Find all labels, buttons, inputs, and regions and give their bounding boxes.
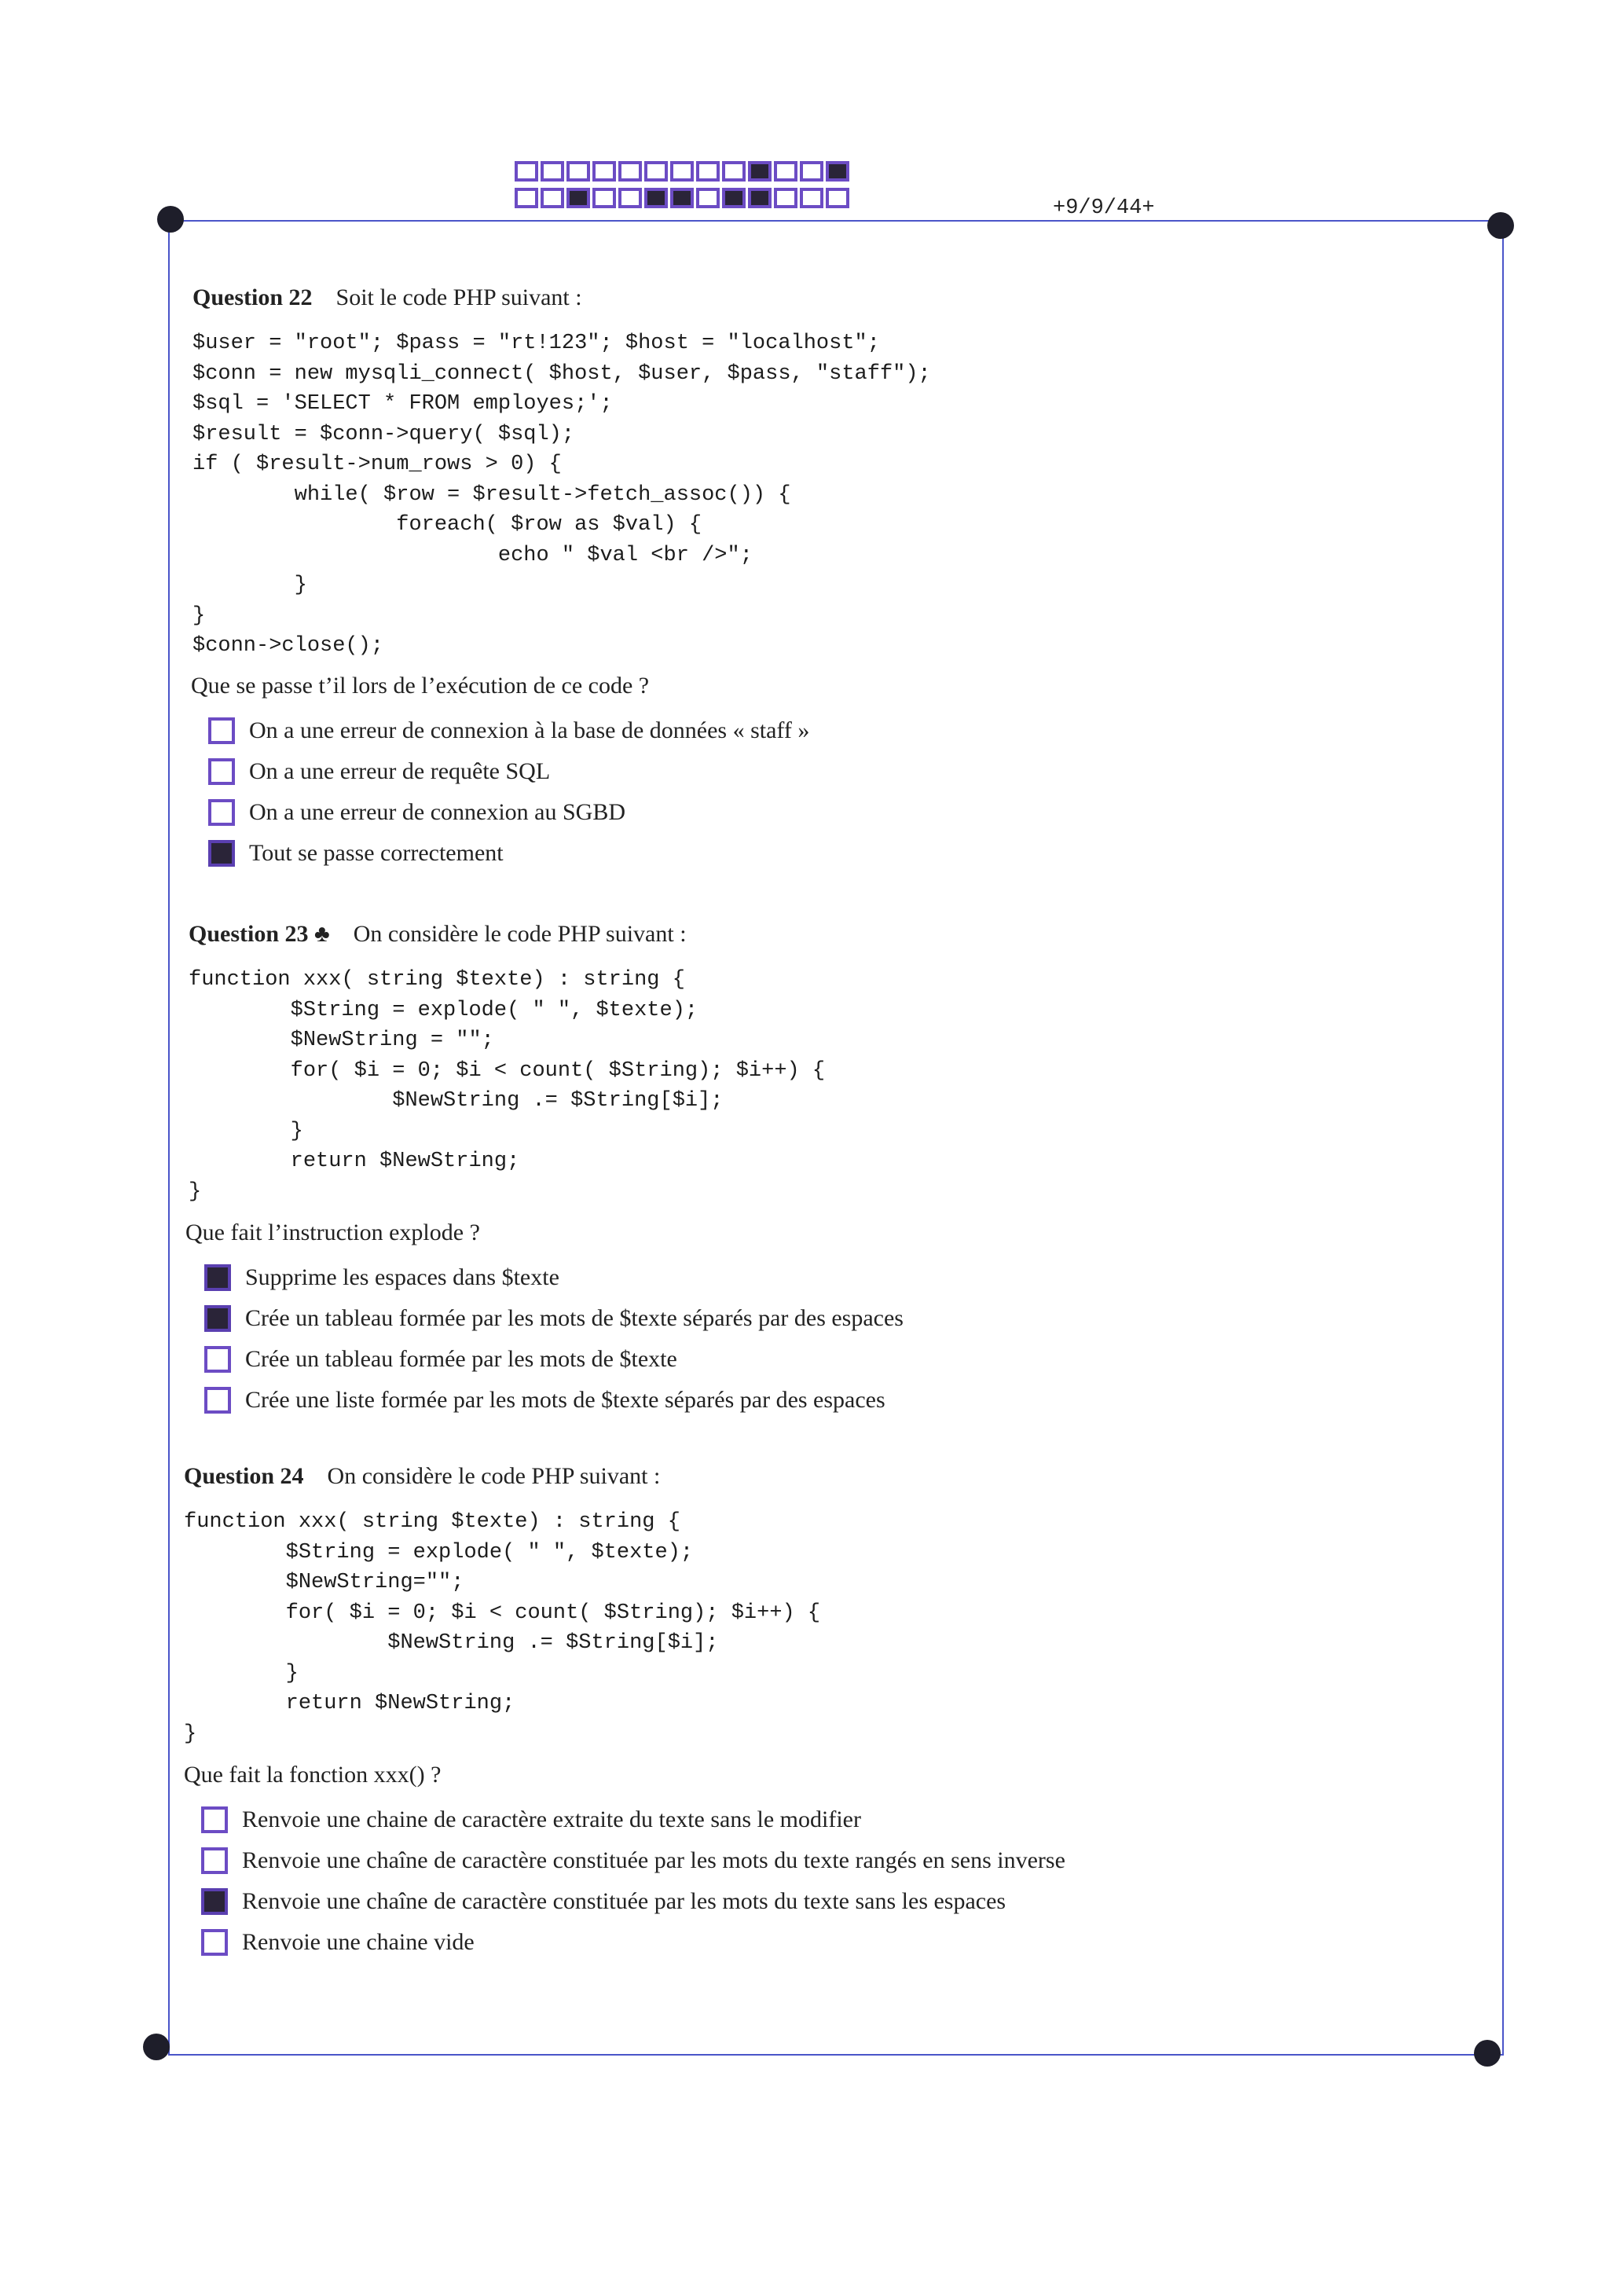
barcode-cell — [541, 188, 564, 208]
barcode-cell — [696, 188, 720, 208]
barcode-cell — [515, 161, 538, 182]
answer-option-label: Renvoie une chaîne de caractère constituée par les mots du texte rangés en sens inverse — [242, 1847, 1065, 1873]
barcode-cell — [826, 188, 849, 208]
answer-option-label: Renvoie une chaine de caractère extraite du texte sans le modifier — [242, 1806, 861, 1832]
question-22 — [192, 284, 1450, 869]
barcode-cell — [541, 161, 564, 182]
barcode-cell — [722, 161, 746, 182]
question-intro: On considère le code PHP suivant : — [327, 1463, 661, 1489]
checked-checkbox[interactable] — [201, 1888, 228, 1915]
checkbox[interactable] — [208, 799, 235, 826]
corner-marker-top-left — [157, 206, 184, 233]
barcode-cell — [774, 161, 797, 182]
answer-option-label: Crée un tableau formée par les mots de $texte séparés par des espaces — [245, 1305, 904, 1331]
barcode-cell — [722, 188, 746, 208]
question-prompt: Que fait l’instruction explode ? — [185, 1220, 480, 1245]
checkbox[interactable] — [201, 1929, 228, 1956]
barcode-cell — [566, 161, 590, 182]
question-label: Question 22 — [192, 284, 313, 310]
corner-marker-bottom-right — [1474, 2040, 1501, 2067]
answer-option[interactable] — [208, 715, 1450, 746]
club-icon: ♣ — [314, 921, 330, 947]
checked-checkbox[interactable] — [204, 1264, 231, 1291]
answer-options — [204, 1262, 1446, 1416]
barcode — [515, 161, 849, 208]
answer-option-label: Renvoie une chaîne de caractère constituée par les mots du texte sans les espaces — [242, 1888, 1006, 1914]
question-header — [189, 921, 1446, 948]
question-header — [192, 284, 1450, 311]
corner-marker-top-right — [1487, 212, 1514, 239]
answer-option-label: On a une erreur de connexion à la base de données « staff » — [249, 717, 810, 743]
barcode-cell — [800, 161, 823, 182]
question-label — [189, 921, 330, 947]
question-label: Question 24 — [184, 1463, 304, 1489]
barcode-cell — [644, 161, 668, 182]
answer-option[interactable] — [201, 1927, 1472, 1958]
answer-options — [208, 715, 1450, 869]
checkbox[interactable] — [204, 1346, 231, 1373]
code-block: function xxx( string $texte) : string { $String = explode( " ", $texte); $NewString = ""; for( $i = 0; $i < count( $String); $i++) { $NewString .= $String[$i]; } return $NewString; } — [189, 968, 826, 1204]
code-block: $user = "root"; $pass = "rt!123"; $host = "localhost"; $conn = new mysqli_connect( $host, $user, $pass, "staff"); $sql = 'SELECT * FROM employes;'; $result = $conn->query( $sql); if ( $result->num_rows > 0) { while( $row = $result->fetch_assoc()) { foreach( $row as $val) { echo " $val <br />"; } } $conn->close(); — [192, 332, 931, 658]
answer-option[interactable] — [204, 1303, 1446, 1334]
barcode-row — [515, 188, 849, 208]
checkbox[interactable] — [208, 717, 235, 744]
barcode-cell — [826, 161, 849, 182]
barcode-cell — [748, 161, 772, 182]
answer-option[interactable] — [201, 1845, 1472, 1876]
checkbox[interactable] — [201, 1806, 228, 1833]
answer-option[interactable] — [201, 1886, 1472, 1917]
barcode-cell — [515, 188, 538, 208]
checked-checkbox[interactable] — [208, 840, 235, 867]
barcode-cell — [800, 188, 823, 208]
question-label-text: Question 23 — [189, 921, 309, 947]
answer-options — [201, 1804, 1472, 1958]
barcode-cell — [696, 161, 720, 182]
checkbox[interactable] — [201, 1847, 228, 1874]
barcode-cell — [618, 188, 642, 208]
answer-option-label: Tout se passe correctement — [249, 839, 504, 866]
barcode-cell — [774, 188, 797, 208]
barcode-cell — [618, 161, 642, 182]
answer-option[interactable] — [208, 838, 1450, 869]
barcode-row — [515, 161, 849, 182]
answer-option-label: Supprime les espaces dans $texte — [245, 1264, 559, 1290]
barcode-cell — [748, 188, 772, 208]
question-23 — [185, 921, 1446, 1416]
barcode-cell — [670, 161, 694, 182]
checkbox[interactable] — [204, 1387, 231, 1414]
page-number: +9/9/44+ — [1053, 196, 1155, 220]
barcode-cell — [592, 161, 616, 182]
question-24 — [184, 1463, 1472, 1958]
answer-option[interactable] — [208, 797, 1450, 828]
corner-marker-bottom-left — [143, 2034, 170, 2060]
answer-option-label: On a une erreur de connexion au SGBD — [249, 798, 626, 825]
question-prompt: Que fait la fonction xxx() ? — [184, 1762, 442, 1788]
barcode-cell — [670, 188, 694, 208]
barcode-cell — [644, 188, 668, 208]
answer-option[interactable] — [204, 1262, 1446, 1293]
question-intro: Soit le code PHP suivant : — [335, 284, 582, 310]
checkbox[interactable] — [208, 758, 235, 785]
answer-option[interactable] — [208, 756, 1450, 787]
barcode-cell — [566, 188, 590, 208]
answer-option-label: On a une erreur de requête SQL — [249, 757, 551, 784]
barcode-cell — [592, 188, 616, 208]
question-intro: On considère le code PHP suivant : — [353, 921, 687, 947]
question-prompt: Que se passe t’il lors de l’exécution de ce code ? — [191, 672, 650, 699]
answer-option-label: Renvoie une chaine vide — [242, 1929, 475, 1955]
answer-option-label: Crée une liste formée par les mots de $texte séparés par des espaces — [245, 1387, 885, 1413]
question-header — [184, 1463, 1472, 1490]
checked-checkbox[interactable] — [204, 1305, 231, 1332]
answer-option[interactable] — [204, 1344, 1446, 1375]
answer-option[interactable] — [204, 1385, 1446, 1416]
answer-option-label: Crée un tableau formée par les mots de $texte — [245, 1346, 677, 1372]
answer-option[interactable] — [201, 1804, 1472, 1836]
code-block: function xxx( string $texte) : string { $String = explode( " ", $texte); $NewString=""; for( $i = 0; $i < count( $String); $i++) { $NewString .= $String[$i]; } return $NewString; } — [184, 1510, 821, 1746]
